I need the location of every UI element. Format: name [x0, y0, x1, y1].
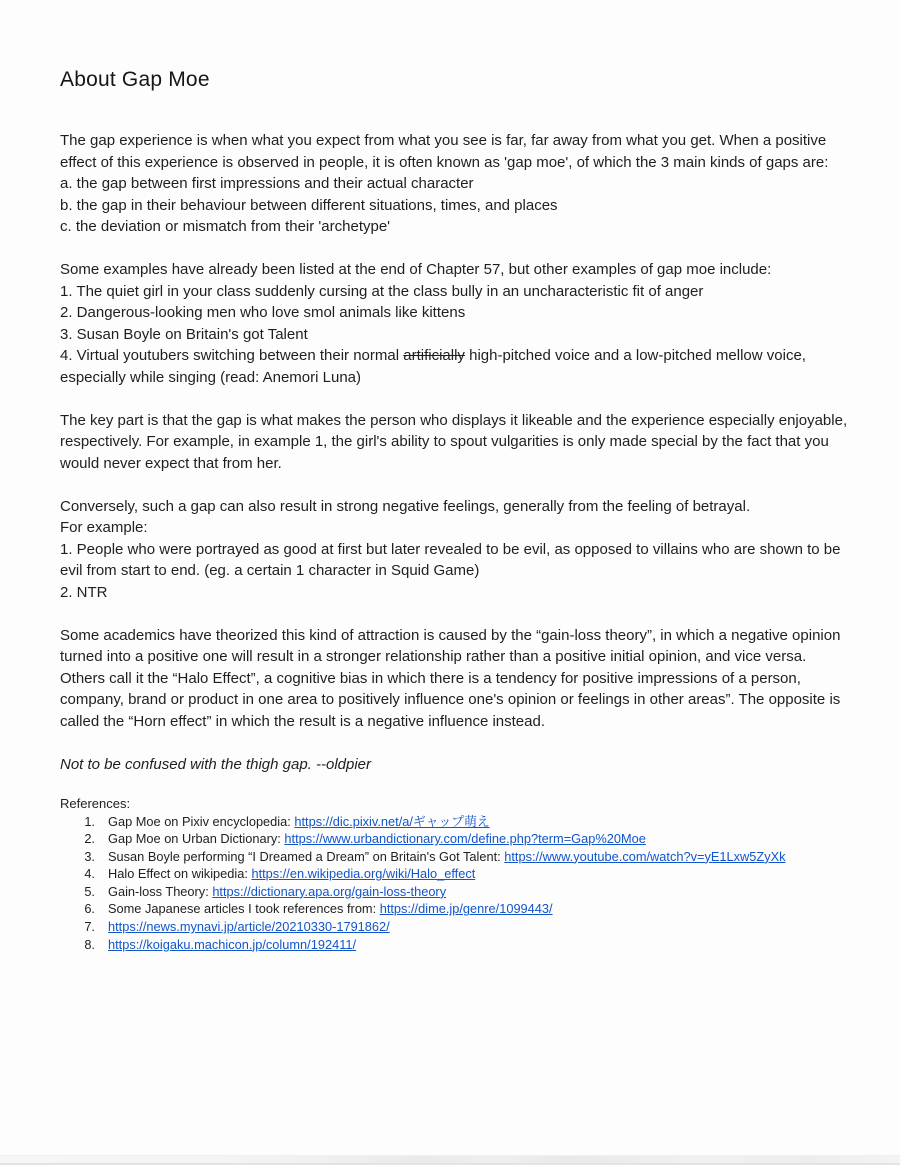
theory-section: [60, 625, 848, 733]
intro-paragraph: The gap experience is when what you expect from what you see is far, far away from what you get. When a positive effect of this experience is observed in people, it is often known as 'gap moe', of which the 3 main kinds of gaps are:: [60, 132, 829, 171]
reference-number: 6.: [84, 901, 95, 917]
reference-item: [60, 813, 848, 831]
reference-number: 1.: [84, 813, 95, 829]
negative-line: For example:: [60, 519, 148, 536]
list-item: b. the gap in their behaviour between different situations, times, and places: [60, 196, 558, 214]
reference-link[interactable]: https://dic.pixiv.net/a/ギャップ萌え: [294, 813, 490, 829]
intro-section: [60, 130, 848, 238]
key-part-paragraph: The key part is that the gap is what makes the person who displays it likeable and the experience especially enjoyable, respectively. For example, in example 1, the girl's ability to spout vulgarities is only made special by the fact that you would never expect that from her.: [60, 411, 848, 472]
reference-number: 7.: [84, 919, 95, 935]
reference-item: [60, 848, 848, 866]
key-part-section: [60, 410, 848, 475]
negative-line: Conversely, such a gap can also result in strong negative feelings, generally from the feeling of betrayal.: [60, 497, 751, 515]
reference-number: 3.: [84, 848, 95, 864]
list-item: 2. NTR: [60, 583, 108, 601]
reference-number: 5.: [84, 883, 95, 899]
reference-item: [60, 830, 848, 848]
theory-paragraph: Some academics have theorized this kind of attraction is caused by the “gain-loss theory”, in which a negative opinion turned into a positive one will result in a stronger relationship rather than a positive initial opinion, and vice versa. Others call it the “Halo Effect”, a cognitive bias in which there is a tendency for positive impressions of a person, company, brand or product in one area to positively influence one's opinion or feelings in other areas”. The opposite is called the “Horn effect” in which the result is a negative influence instead.: [60, 626, 841, 730]
reference-number: 2.: [84, 831, 95, 847]
list-item: 1. The quiet girl in your class suddenly cursing at the class bully in an uncharacteristic fit of anger: [60, 282, 704, 300]
negative-section: [60, 496, 848, 604]
reference-label: Gain-loss Theory:: [108, 883, 213, 899]
reference-label: Gap Moe on Pixiv encyclopedia:: [108, 813, 295, 829]
examples-lead: Some examples have already been listed at the end of Chapter 57, but other examples of gap moe include:: [60, 261, 772, 278]
reference-item: [60, 918, 848, 936]
reference-link[interactable]: https://koigaku.machicon.jp/column/192411/: [108, 936, 357, 952]
reference-link[interactable]: https://en.wikipedia.org/wiki/Halo_effect: [251, 866, 476, 882]
reference-item: [60, 883, 848, 901]
list-item: c. the deviation or mismatch from their 'archetype': [60, 218, 391, 235]
strikethrough-text: artificially: [403, 347, 465, 364]
reference-link[interactable]: https://dictionary.apa.org/gain-loss-theory: [212, 883, 447, 899]
reference-number: 4.: [84, 866, 95, 882]
list-item: 1. People who were portrayed as good at first but later revealed to be evil, as opposed to villains who are shown to be evil from start to end. (eg. a certain 1 character in Squid Game): [60, 540, 841, 579]
reference-item: [60, 865, 848, 883]
reference-number: 8.: [84, 936, 95, 952]
references-label: References:: [60, 796, 131, 811]
reference-link[interactable]: https://www.youtube.com/watch?v=yE1Lxw5ZyXk: [504, 848, 786, 864]
author-note: Not to be confused with the thigh gap. --oldpier: [60, 755, 372, 773]
reference-label: Gap Moe on Urban Dictionary:: [108, 831, 285, 847]
list-item: 3. Susan Boyle on Britain's got Talent: [60, 325, 308, 343]
list-item: a. the gap between first impressions and their actual character: [60, 175, 474, 192]
list-item: 2. Dangerous-looking men who love smol animals like kittens: [60, 304, 466, 321]
page-title: About Gap Moe: [60, 68, 210, 91]
reference-item: [60, 936, 848, 954]
reference-label: Halo Effect on wikipedia:: [108, 866, 252, 882]
reference-label: Susan Boyle performing “I Dreamed a Dream” on Britain's Got Talent:: [108, 848, 505, 864]
list-item: [60, 345, 848, 388]
reference-label: Some Japanese articles I took references from:: [108, 901, 380, 917]
note-section: [60, 754, 848, 776]
references-section: [60, 795, 848, 953]
reference-item: [60, 900, 848, 918]
list-item-text: high-pitched voice and a low-pitched mellow voice, especially while singing (read: Anemori Luna): [60, 347, 806, 386]
page-edge-shadow: [0, 1155, 900, 1165]
list-item-text: 4. Virtual youtubers switching between their normal: [60, 347, 404, 364]
reference-link[interactable]: https://www.urbandictionary.com/define.php?term=Gap%20Moe: [284, 831, 646, 847]
reference-link[interactable]: https://news.mynavi.jp/article/20210330-1791862/: [108, 919, 390, 935]
examples-section: [60, 259, 848, 388]
reference-link[interactable]: https://dime.jp/genre/1099443/: [379, 901, 553, 917]
